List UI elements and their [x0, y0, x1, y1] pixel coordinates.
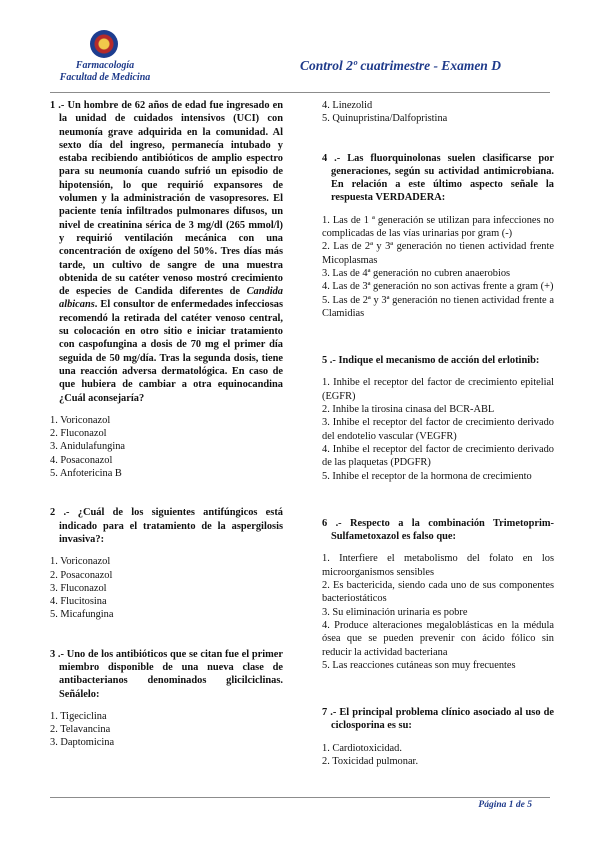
question-text: Un hombre de 62 años de edad fue ingresado en la unidad de cuidados intensivos (UCI) con neumonía grave adquirida en la comunidad. Al sexto día del ingreso, permanecía intubado y estaba recibiendo antibióticos de amplio espectro para su neumonía cuando sufrió un episodio de hipotensión, lo que requirió expansores de volumen y la administración de vasopresores. El paciente tenía infiltrados pulmonares difusos, un nivel de creatinina sérica de 3 mg/dl (265 mmol/l) y requirió ventilación mecánica con una concentración de oxígeno del 50%. Tres días más tarde, un cultivo de sangre de una muestra obtenida de su catéter venoso mostró crecimiento de especies de Candida diferentes de — [59, 100, 283, 298]
question-number: 4 .- — [322, 152, 341, 164]
question-7-options — [322, 742, 554, 769]
question-3-text — [50, 648, 283, 701]
option: 3. Las de 4ª generación no cubren anaerobios — [322, 267, 511, 279]
option: 1. Voriconazol — [50, 414, 111, 426]
question-5-text — [322, 354, 554, 367]
option: 4. Produce alteraciones megaloblásticas en la médula ósea que se pueden prevenir con ácido fólico sin reducir la actividad bacteriana — [322, 619, 554, 658]
question-text: El principal problema clínico asociado al uso de ciclosporina es su: — [331, 707, 554, 732]
option: 1. Las de 1 ª generación se utilizan para infecciones no complicadas de las vías urinarias por gram (-) — [322, 214, 554, 240]
option: 2. Es bactericida, siendo cada uno de sus componentes bacteriostáticos — [322, 580, 554, 605]
question-6-text — [322, 517, 554, 544]
question-4-options — [322, 214, 554, 320]
question-1-text — [50, 99, 283, 405]
option: 1. Tigeciclina — [50, 710, 107, 722]
question-5-options — [322, 376, 554, 482]
university-seal-icon — [90, 30, 118, 58]
question-7-text — [322, 706, 554, 733]
question-6-options — [322, 552, 554, 672]
question-text: Las fluorquinolonas suelen clasificarse por generaciones, según su actividad antimicrobiana. En relación a este último aspecto señale la respuesta VERDADERA: — [331, 152, 554, 204]
department-name: Farmacología — [75, 60, 135, 71]
option: 2. Telavancina — [50, 724, 111, 736]
exam-title: Control 2º cuatrimestre - Examen D — [300, 58, 501, 73]
question-number: 7 .- — [322, 707, 337, 719]
option: 1. Cardiotoxicidad. — [322, 742, 402, 754]
option: 2. Toxicidad pulmonar. — [322, 755, 419, 767]
option: 5. Las de 2ª y 3ª generación no tienen actividad frente a Clamidias — [322, 294, 554, 319]
option: 3. Fluconazol — [50, 582, 107, 594]
option: 4. Las de 3ª generación no son activas frente a gram (+) — [322, 281, 554, 293]
header-divider — [50, 92, 550, 93]
question-number: 5 .- — [322, 355, 336, 367]
option: 2. Inhibe la tirosina cinasa del BCR-ABL — [322, 404, 495, 416]
question-2-text — [50, 506, 283, 546]
question-number: 2 .- — [50, 507, 70, 519]
footer-divider — [50, 797, 550, 798]
page-number: Página 1 de 5 — [478, 800, 532, 810]
option: 5. Anfotericina B — [50, 468, 122, 480]
question-text: Indique el mecanismo de acción del erlotinib: — [338, 355, 540, 367]
left-column — [50, 99, 283, 750]
right-column — [322, 99, 554, 768]
species-name: Candida albicans — [59, 286, 283, 311]
faculty-name: Facultad de Medicina — [59, 72, 151, 83]
option: 5. Las reacciones cutáneas son muy frecuentes — [322, 659, 516, 671]
question-text-cont: . El consultor de enfermedades infecciosas recomendó la retirada del catéter venoso central, su colocación en otro sitio e iniciar tratamiento con caspofungina a dosis de 70 mg el primer día seguida de 50 mg/día. Tras la segunda dosis, tiene una reacción adversa dermatológica. En caso de que hubiera de cambiar a otra equinocandina ¿Cuál aconsejaría? — [59, 299, 283, 404]
option: 3. Daptomicina — [50, 737, 115, 749]
option: 4. Flucitosina — [50, 596, 107, 608]
option: 3. Inhibe el receptor del factor de crecimiento derivado del endotelio vascular (VEGFR) — [322, 417, 554, 442]
option: 2. Las de 2ª y 3ª generación no tienen actividad frente Micoplasmas — [322, 241, 554, 266]
option: 5. Quinupristina/Dalfopristina — [322, 113, 448, 125]
department-block — [55, 60, 155, 84]
option: 1. Inhibe el receptor del factor de crecimiento epitelial (EGFR) — [322, 377, 554, 402]
question-2-options — [50, 555, 283, 621]
option: 4. Posaconazol — [50, 454, 113, 466]
option: 2. Posaconazol — [50, 569, 113, 581]
option: 5. Micafungina — [50, 609, 114, 621]
question-text: Uno de los antibióticos que se citan fue el primer miembro disponible de una nueva clase de antibacterianos denominados glicilciclinas. Señálelo: — [59, 648, 283, 700]
option: 4. Linezolid — [322, 100, 373, 111]
option: 2. Fluconazol — [50, 428, 107, 440]
option: 3. Anidulafungina — [50, 441, 126, 453]
question-3-options — [50, 710, 283, 750]
option: 3. Su eliminación urinaria es pobre — [322, 606, 468, 618]
question-text: Respecto a la combinación Trimetoprim-Sulfametoxazol es falso que: — [331, 517, 554, 543]
option: 1. Voriconazol — [50, 556, 111, 568]
option: 5. Inhibe el receptor de la hormona de crecimiento — [322, 470, 532, 482]
page-header — [0, 0, 600, 95]
question-number: 3 .- — [50, 648, 64, 660]
question-number: 1 .- — [50, 100, 65, 111]
option: 1. Interfiere el metabolismo del folato en los microorganismos sensibles — [322, 553, 554, 578]
question-text: ¿Cuál de los siguientes antifúngicos está indicado para el tratamiento de la aspergilosis invasiva?: — [59, 507, 283, 545]
option: 4. Inhibe el receptor del factor de crecimiento derivado de las plaquetas (PDGFR) — [322, 443, 554, 469]
question-4-text — [322, 152, 554, 205]
question-1-options — [50, 414, 283, 480]
question-number: 6 .- — [322, 517, 342, 529]
